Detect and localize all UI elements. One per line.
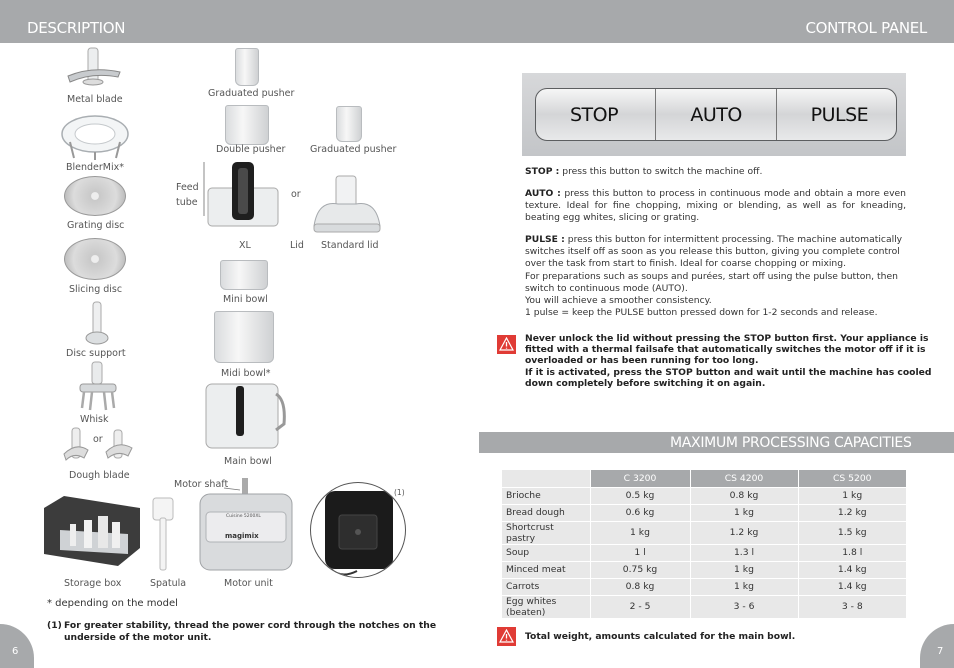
blendermix-image — [60, 112, 130, 160]
row-label: Minced meat — [502, 561, 590, 578]
spatula-label: Spatula — [150, 578, 187, 589]
stop-term: STOP : — [525, 166, 560, 177]
depending-footnote: * depending on the model — [47, 598, 178, 609]
table-row — [502, 578, 906, 595]
stop-description — [525, 166, 906, 178]
slicing-disc-image — [64, 238, 126, 280]
auto-text: press this button to process in continuous mode and obtain a more even texture. Ideal for fine chopping, mixing or blending, as well as for kneading, beating egg whites, slicing or grating. — [525, 188, 906, 224]
auto-button[interactable]: AUTO — [656, 89, 776, 140]
capacity-cell: 1.4 kg — [798, 578, 906, 595]
pulse-text: press this button for intermittent processing. The machine automatically switches itself off as soon as you release this button, giving you complete control over the task from start to finish. Ideal for coarse chopping or mixing. — [525, 234, 903, 270]
graduated-pusher-right-label: Graduated pusher — [310, 144, 397, 155]
table-header-row — [502, 470, 906, 487]
standard-lid-label: Standard lid — [321, 240, 379, 251]
capacities-note: Total weight, amounts calculated for the main bowl. — [525, 631, 796, 642]
double-pusher-image — [225, 105, 269, 145]
pulse-line2: For preparations such as soups and purées, start off using the pulse button, then switch to continuous mode (AUTO). — [525, 270, 898, 294]
dough-blade-label: Dough blade — [69, 470, 130, 481]
whisk-label: Whisk — [80, 414, 109, 425]
pulse-description — [525, 234, 906, 319]
description-title: DESCRIPTION — [27, 19, 126, 37]
row-label: Shortcrust pastry — [502, 521, 590, 544]
capacity-cell: 0.6 kg — [590, 504, 690, 521]
capacity-cell: 1.2 kg — [798, 504, 906, 521]
warning-line5: down completely before switching it on again. — [525, 378, 766, 389]
note1-number: (1) — [47, 620, 62, 631]
spatula-image — [150, 496, 176, 572]
capacity-cell: 0.8 kg — [690, 487, 798, 504]
page-number-right — [920, 624, 954, 668]
auto-description — [525, 188, 906, 225]
grating-disc-image — [64, 176, 126, 216]
slicing-disc-label: Slicing disc — [69, 284, 123, 295]
magimix-logo: magimix — [225, 532, 259, 540]
footnote-marker-label: (1) — [394, 488, 405, 497]
graduated-pusher-top-label: Graduated pusher — [208, 88, 295, 99]
table-row — [502, 487, 906, 504]
auto-term: AUTO : — [525, 188, 561, 199]
main-bowl-label: Main bowl — [224, 456, 272, 467]
lid-label: Lid — [290, 240, 304, 251]
capacity-cell: 1 kg — [590, 521, 690, 544]
page-number-right-text: 7 — [937, 646, 944, 657]
capacity-cell: 3 - 8 — [798, 595, 906, 618]
capacity-cell: 1 kg — [690, 561, 798, 578]
main-bowl-image — [204, 380, 286, 452]
capacities-header — [479, 432, 954, 453]
motor-shaft-label: Motor shaft — [174, 479, 229, 490]
motor-model-text: Cuisine 5200XL — [226, 514, 261, 519]
blendermix-label: BlenderMix* — [66, 162, 125, 173]
warning-icon — [497, 335, 516, 354]
disc-support-image — [84, 300, 110, 346]
standard-lid-image — [310, 170, 384, 236]
xl-label: XL — [239, 240, 251, 251]
or-label-2: or — [291, 189, 301, 200]
capacities-title: MAXIMUM PROCESSING CAPACITIES — [670, 435, 912, 451]
header-bar — [0, 0, 954, 43]
graduated-pusher-image — [235, 48, 259, 86]
table-row — [502, 595, 906, 618]
table-corner — [502, 470, 590, 487]
row-label: Bread dough — [502, 504, 590, 521]
warning-line2: fitted with a thermal failsafe that automatically switches the motor off if it is — [525, 344, 926, 355]
double-pusher-label: Double pusher — [216, 144, 286, 155]
tube-label: tube — [176, 197, 198, 208]
capacity-cell: 0.75 kg — [590, 561, 690, 578]
motor-underside-image — [310, 482, 406, 578]
capacity-cell: 1.4 kg — [798, 561, 906, 578]
page-number-left-text: 6 — [12, 646, 19, 657]
table-row — [502, 561, 906, 578]
graduated-pusher-right-image — [336, 106, 362, 142]
capacity-cell: 1 kg — [690, 504, 798, 521]
capacity-cell: 1 l — [590, 544, 690, 561]
mini-bowl-label: Mini bowl — [223, 294, 268, 305]
grating-disc-label: Grating disc — [67, 220, 125, 231]
control-panel-title: CONTROL PANEL — [805, 19, 927, 37]
capacities-table — [502, 470, 906, 619]
row-label: Soup — [502, 544, 590, 561]
capacity-cell: 0.5 kg — [590, 487, 690, 504]
warning-line4: If it is activated, press the STOP button and wait until the machine has cooled — [525, 367, 932, 378]
warning-line3: overloaded or has been running for too long. — [525, 355, 759, 366]
page-number-left — [0, 624, 34, 668]
whisk-image — [70, 360, 126, 412]
column-header: CS 5200 — [798, 470, 906, 487]
note1-line2: underside of the motor unit. — [64, 632, 212, 643]
column-header: C 3200 — [590, 470, 690, 487]
capacity-cell: 0.8 kg — [590, 578, 690, 595]
storage-box-image — [40, 494, 144, 568]
table-row — [502, 521, 906, 544]
note1-line1: For greater stability, thread the power cord through the notches on the — [64, 620, 437, 631]
disc-support-label: Disc support — [66, 348, 126, 359]
motor-unit-label: Motor unit — [224, 578, 273, 589]
metal-blade-image — [62, 46, 124, 90]
midi-bowl-image — [214, 311, 274, 363]
capacity-cell: 1.8 l — [798, 544, 906, 561]
capacity-cell: 1.5 kg — [798, 521, 906, 544]
row-label: Carrots — [502, 578, 590, 595]
capacity-cell: 1.3 l — [690, 544, 798, 561]
stop-button[interactable]: STOP — [536, 89, 656, 140]
row-label: Brioche — [502, 487, 590, 504]
or-label-1: or — [93, 434, 103, 445]
dough-blade-image — [62, 424, 134, 466]
capacity-cell: 1 kg — [798, 487, 906, 504]
xl-lid-image — [202, 160, 284, 232]
motor-unit-image — [196, 474, 296, 572]
pulse-line3: You will achieve a smoother consistency. — [525, 295, 712, 307]
midi-bowl-label: Midi bowl* — [221, 368, 271, 379]
note-warning-icon — [497, 627, 516, 646]
pulse-button[interactable]: PULSE — [810, 103, 869, 126]
control-panel — [535, 88, 897, 141]
warning-line1: Never unlock the lid without pressing the STOP button first. Your appliance is — [525, 333, 929, 344]
capacity-cell: 3 - 6 — [690, 595, 798, 618]
storage-box-label: Storage box — [64, 578, 122, 589]
pulse-line4: 1 pulse = keep the PULSE button pressed down for 1-2 seconds and release. — [525, 307, 878, 319]
column-header: CS 4200 — [690, 470, 798, 487]
mini-bowl-image — [220, 260, 268, 290]
metal-blade-label: Metal blade — [67, 94, 123, 105]
row-label: Egg whites (beaten) — [502, 595, 590, 618]
feed-label: Feed — [176, 182, 199, 193]
capacity-cell: 1.2 kg — [690, 521, 798, 544]
stop-text: press this button to switch the machine off. — [559, 166, 763, 177]
capacity-cell: 1 kg — [690, 578, 798, 595]
pulse-term: PULSE : — [525, 234, 565, 245]
table-row — [502, 544, 906, 561]
table-row — [502, 504, 906, 521]
capacity-cell: 2 - 5 — [590, 595, 690, 618]
